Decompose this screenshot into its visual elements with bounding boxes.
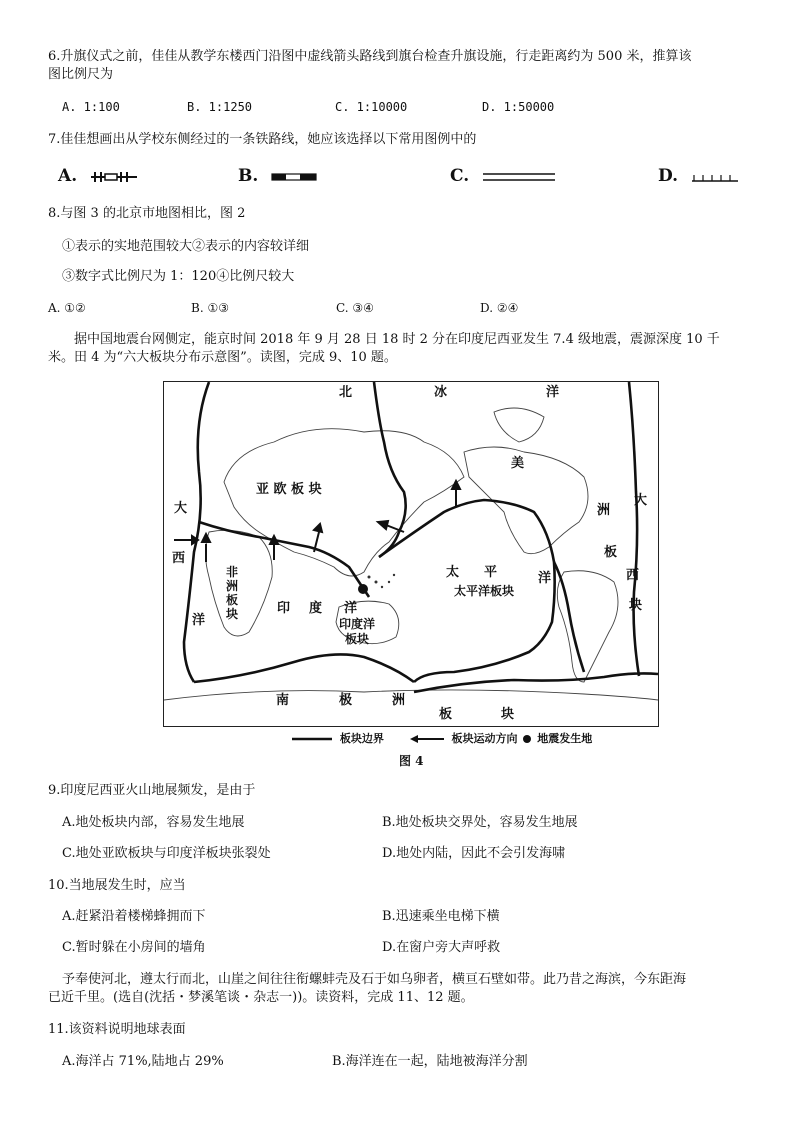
- q7-option-d[interactable]: [658, 166, 740, 186]
- boundary-pacific-antarctic: [414, 673, 658, 692]
- q7-label-c: C.: [450, 166, 470, 186]
- map-legend: [292, 730, 592, 746]
- map-label-america-2: 洲: [597, 503, 611, 518]
- legend-quake-label: 地震发生地: [537, 732, 593, 745]
- intro-11-12-line1: 予奉使河北，遵太行而北，山崖之间往往衔螺蚌壳及石于如乌卵者，横亘石壁如带。此乃昔之海滨，今东距海: [62, 972, 687, 987]
- q6-option-a[interactable]: A. 1:100: [62, 100, 120, 114]
- q8-stem: 8.与图 3 的北京市地图相比，图 2: [48, 206, 246, 221]
- q7-option-a[interactable]: [58, 166, 139, 186]
- boundary-africa-indian: [199, 522, 369, 597]
- boundary-atlantic-ridge: [184, 382, 209, 682]
- q6-stem-line2: 图比例尺为: [48, 67, 114, 82]
- map-label-xi-right: 西: [626, 568, 640, 583]
- greenland-outline: [494, 408, 544, 442]
- boundary-indian-antarctic: [194, 654, 414, 682]
- map-label-yang-mid: 洋: [344, 601, 358, 616]
- map-label-antarctic-2: 极: [339, 693, 353, 708]
- map-label-antarctic-3: 洲: [392, 693, 406, 708]
- q7-stem: 7.佳佳想画出从学校东侧经过的一条铁路线，她应该选择以下常用图例中的: [48, 132, 477, 147]
- railway-symbol-a-icon: [89, 171, 139, 183]
- q6-stem-line1: 6.升旗仪式之前，佳佳从教学东楼西门沿图中虚线箭头路线到旗台检查升旗设施，行走距离约为 500 米，推算该: [48, 49, 692, 64]
- q6-option-b[interactable]: B. 1:1250: [187, 100, 253, 114]
- arrow-head-6-icon: [452, 481, 460, 489]
- q8-option-a[interactable]: A. ①②: [48, 301, 86, 315]
- map-label-america-4: 块: [629, 598, 643, 613]
- antarctica-outline: [164, 690, 658, 700]
- q8-item2: ③数字式比例尺为 1：120④比例尺较大: [62, 269, 295, 284]
- intro-9-10-line2: 米。田 4 为“六大板块分布示意图”。读图，完成 9、10 题。: [48, 350, 397, 365]
- q8-option-c[interactable]: C. ③④: [336, 301, 374, 315]
- africa-char-3: 板: [226, 593, 239, 607]
- map-label-america-1: 美: [511, 456, 525, 471]
- railway-symbol-b-icon: [270, 171, 320, 183]
- map-label-indian-plate: [339, 617, 375, 647]
- q11-option-b[interactable]: B.海洋连在一起，陆地被海洋分割: [332, 1054, 528, 1069]
- map-label-pacific-plate: 太平洋板块: [454, 584, 515, 598]
- intro-11-12-line2: 已近千里。(选自(沈括・梦溪笔谈・杂志一))。读资料，完成 11、12 题。: [48, 990, 474, 1005]
- map-label-ping: 平: [484, 565, 498, 580]
- q8-item1: ①表示的实地范围较大②表示的内容较详细: [62, 239, 310, 254]
- q9-option-d[interactable]: D.地处内陆，因此不会引发海啸: [382, 846, 566, 861]
- q11-stem: 11.该资料说明地球表面: [48, 1022, 186, 1037]
- double-line-symbol-icon: [481, 171, 557, 183]
- arrow-head-5-icon: [378, 521, 388, 529]
- plate-map-svg: [164, 382, 658, 726]
- boundary-america-west: [554, 562, 584, 672]
- map-label-da-right: 大: [634, 493, 648, 508]
- q7-label-a: A.: [58, 166, 78, 186]
- indian-plate-line1: 印度洋: [339, 617, 376, 631]
- map-label-yang-left: 洋: [192, 613, 206, 628]
- earthquake-dot-legend-icon: [521, 734, 533, 744]
- arrow-head-1-icon: [202, 534, 210, 542]
- map-label-america-3: 板: [604, 545, 618, 560]
- q9-option-a[interactable]: A.地处板块内部，容易发生地展: [62, 815, 245, 830]
- arrow-head-3-icon: [270, 536, 278, 544]
- q10-option-b[interactable]: B.迅速乘坐电梯下横: [382, 909, 500, 924]
- plate-map-figure: [163, 381, 659, 727]
- tick-line-symbol-icon: [690, 171, 740, 183]
- africa-char-4: 块: [226, 607, 239, 621]
- indian-plate-line2: 板块: [345, 632, 370, 646]
- map-label-antarctic-4: 板: [439, 707, 453, 722]
- q9-stem: 9.印度尼西亚火山地展频发，是由于: [48, 783, 256, 798]
- map-label-tai: 太: [446, 565, 460, 580]
- africa-char-1: 非: [226, 565, 239, 579]
- q7-option-c[interactable]: [450, 166, 557, 186]
- q7-label-d: D.: [658, 166, 679, 186]
- africa-outline: [206, 530, 273, 636]
- q8-option-d[interactable]: D. ②④: [480, 301, 519, 315]
- boundary-atlantic-east: [629, 382, 639, 676]
- q6-option-d[interactable]: D. 1:50000: [482, 100, 555, 114]
- q10-option-d[interactable]: D.在窗户旁大声呼救: [382, 940, 501, 955]
- q7-option-b[interactable]: [238, 166, 320, 186]
- africa-char-2: 洲: [226, 579, 239, 593]
- arrow-head-4-icon: [314, 524, 322, 532]
- q11-option-a[interactable]: A.海洋占 71%,陆地占 29%: [62, 1054, 224, 1069]
- q9-option-b[interactable]: B.地处板块交界处，容易发生地展: [382, 815, 578, 830]
- q9-option-c[interactable]: C.地处亚欧板块与印度洋板块张裂处: [62, 846, 271, 861]
- map-label-xi: 西: [172, 551, 186, 566]
- q8-option-b[interactable]: B. ①③: [191, 301, 229, 315]
- map-label-ocean-top: 洋: [546, 385, 560, 400]
- motion-arrow-legend-icon: [410, 734, 444, 744]
- q7-label-b: B.: [238, 166, 259, 186]
- map-label-ice: 冰: [434, 385, 448, 400]
- legend-direction-label: 板块运动方向: [451, 732, 518, 745]
- q10-stem: 10.当地展发生时，应当: [48, 878, 186, 893]
- q6-option-c[interactable]: C. 1:10000: [335, 100, 408, 114]
- q10-option-a[interactable]: A.赶紧沿着楼梯蜂拥而下: [62, 909, 206, 924]
- map-label-eurasia-plate: 亚 欧 板 块: [256, 482, 322, 497]
- boundary-line-legend-icon: [292, 735, 332, 743]
- map-label-du: 度: [309, 601, 323, 616]
- eurasia-outline: [224, 429, 464, 576]
- map-label-africa-plate: [226, 565, 238, 621]
- legend-boundary-label: 板块边界: [339, 732, 384, 745]
- south-america-outline: [557, 571, 618, 682]
- intro-9-10-line1: 据中国地震台网侧定，能京时间 2018 年 9 月 28 日 18 时 2 分在印度尼西亚发生 7.4 级地震，震源深度 10 千: [74, 332, 720, 347]
- earthquake-location-icon: [358, 584, 368, 594]
- map-label-antarctic-1: 南: [276, 693, 290, 708]
- map-label-north: 北: [339, 385, 353, 400]
- map-label-yin: 印: [277, 601, 291, 616]
- map-label-da: 大: [174, 501, 188, 516]
- map-label-yang-pac: 洋: [538, 571, 552, 586]
- map-label-antarctic-5: 块: [501, 707, 515, 722]
- q10-option-c[interactable]: C.暂时躲在小房间的墙角: [62, 940, 206, 955]
- figure-caption: 图 4: [399, 754, 424, 768]
